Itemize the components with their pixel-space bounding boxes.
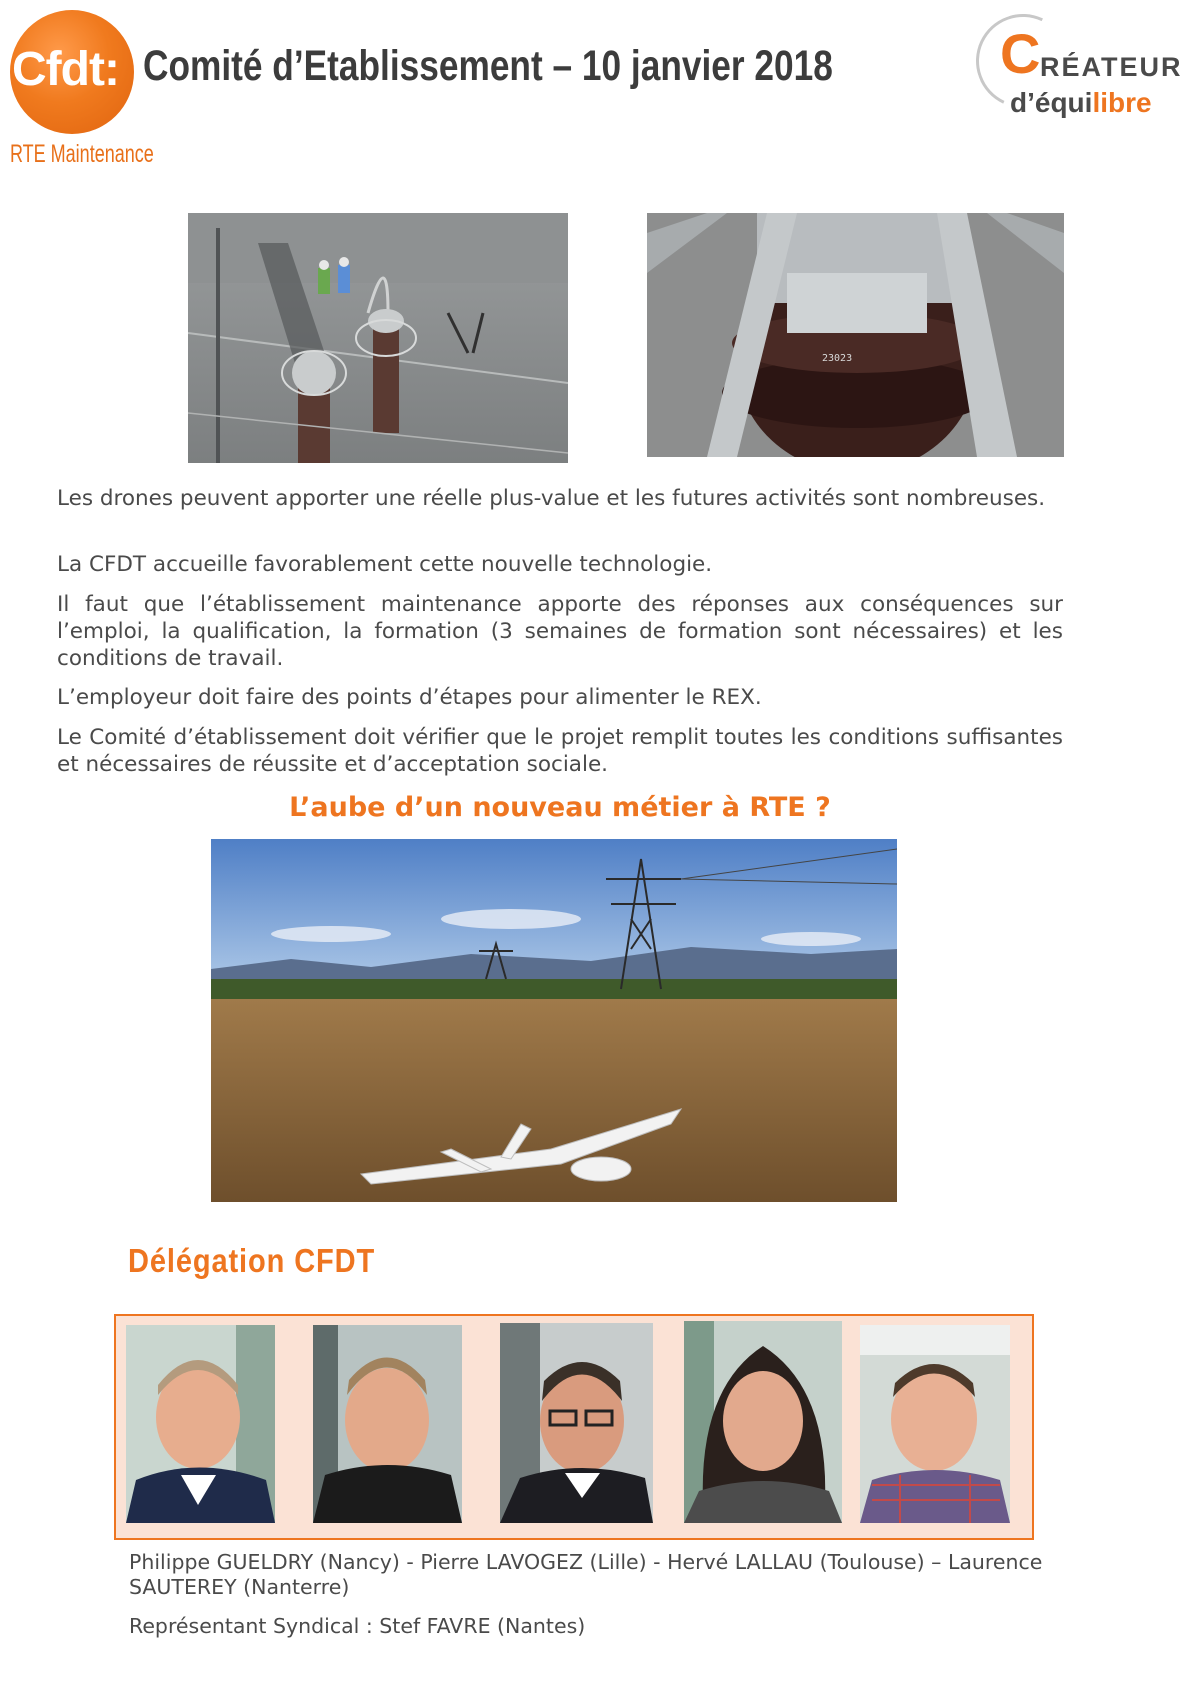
delegation-title: Délégation CFDT xyxy=(128,1242,376,1279)
rte-maintenance-label: RTE Maintenance xyxy=(10,140,154,168)
member-photo-3 xyxy=(500,1323,653,1523)
tagline-orange: libre xyxy=(1092,87,1152,118)
paragraph-employer-rex: L’employeur doit faire des points d’étapes pour alimenter le REX. xyxy=(57,685,762,710)
paragraph-comite-verify: Le Comité d’établissement doit vérifier que le projet remplit toutes les conditions suffisantes et nécessaires de réussite et d’acceptation sociale. xyxy=(57,725,1063,777)
member-photo-2 xyxy=(313,1325,462,1523)
member-photo-1 xyxy=(126,1325,275,1523)
delegation-members: Philippe GUELDRY (Nancy) - Pierre LAVOGEZ (Lille) - Hervé LALLAU (Toulouse) – Laurence SAUTEREY (Nanterre) xyxy=(129,1550,1043,1599)
photo-insulator-closeup xyxy=(647,213,1064,457)
paragraph-drones-value: Les drones peuvent apporter une réelle plus-value et les futures activités sont nombreuses. xyxy=(57,486,1046,511)
createur-logo-initial: C xyxy=(1000,22,1041,85)
section-title: L’aube d’un nouveau métier à RTE ? xyxy=(289,792,831,823)
member-photo-4 xyxy=(684,1321,842,1523)
paragraph-consequences: Il faut que l’établissement maintenance apporte des réponses aux conséquences sur l’emploi, la qualification, la formation (3 semaines de formation sont nécessaires) et les conditions de travail. xyxy=(57,592,1063,671)
createur-logo-text: RÉATEUR xyxy=(1040,52,1183,82)
cfdt-logo-text: Cfdt: xyxy=(12,43,119,96)
page-title: Comité d’Etablissement – 10 janvier 2018 xyxy=(143,42,833,90)
tagline-dark: d’équi xyxy=(1010,87,1093,118)
photo-substation-aerial xyxy=(188,213,568,463)
svg-text:23023: 23023 xyxy=(822,353,853,364)
paragraph-cfdt-welcomes: La CFDT accueille favorablement cette nouvelle technologie. xyxy=(57,552,713,577)
createur-logo-tagline xyxy=(1010,88,1152,118)
delegation-representative: Représentant Syndical : Stef FAVRE (Nantes) xyxy=(129,1614,586,1638)
member-photo-5 xyxy=(860,1325,1010,1523)
photo-drone-field xyxy=(211,839,897,1202)
